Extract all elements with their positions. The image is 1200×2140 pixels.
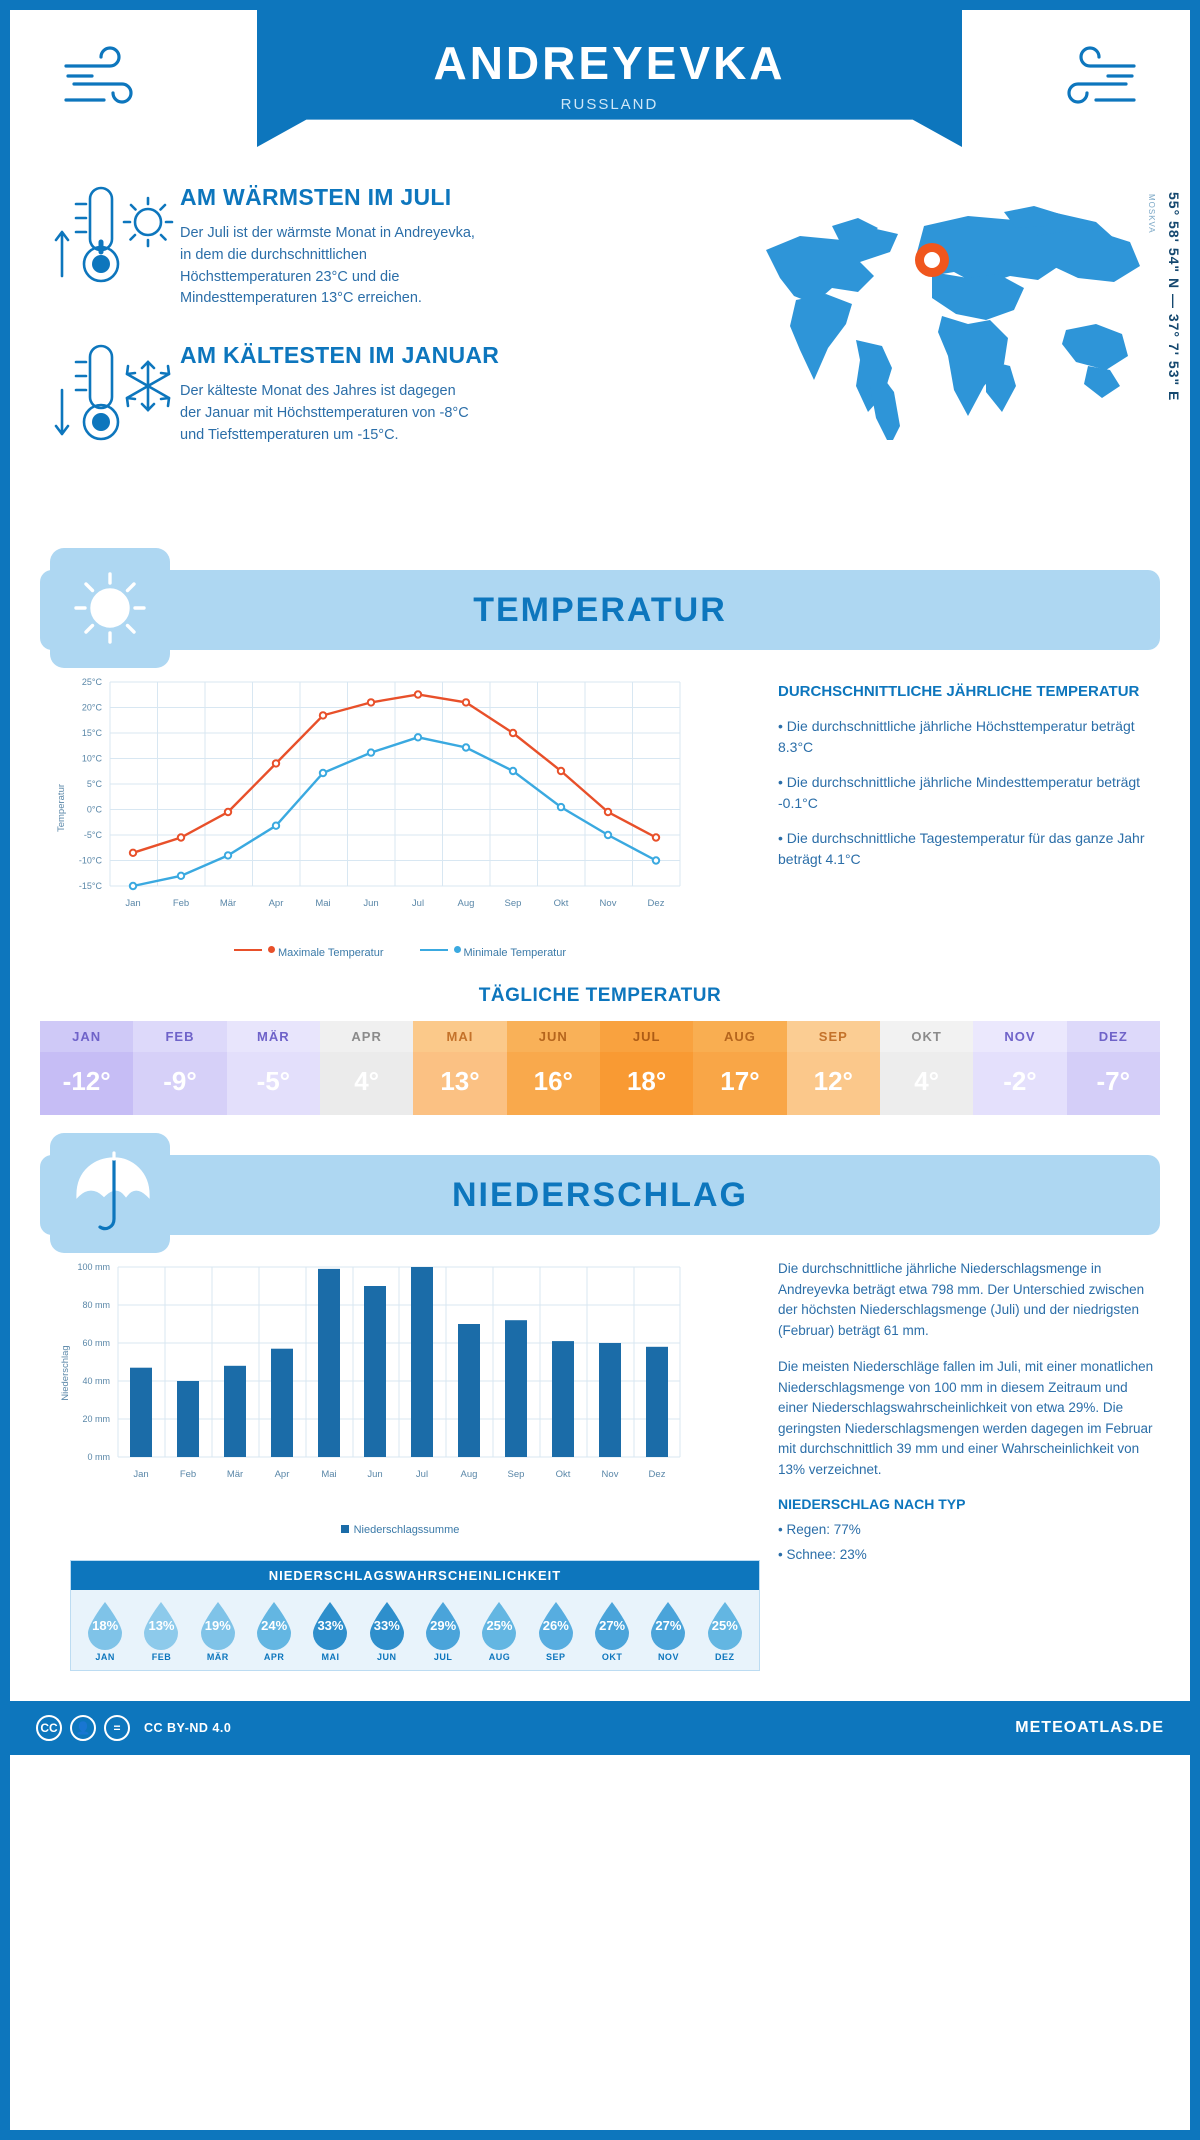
probability-cell — [190, 1600, 246, 1662]
precipitation-type-title: NIEDERSCHLAG NACH TYP — [778, 1496, 966, 1513]
probability-cell — [302, 1600, 358, 1662]
water-drop-icon — [251, 1600, 297, 1650]
temperature-banner — [40, 570, 1160, 650]
probability-cell — [359, 1600, 415, 1662]
precipitation-paragraph: Die durchschnittliche jährliche Niederschlagsmenge in Andreyevka beträgt etwa 798 mm. Der Unterschied zwischen der höchsten Niederschlagsmenge (Juli) und der niedrigsten (Februar) beträgt 61 mm. — [778, 1261, 1145, 1338]
daily-value: -12° — [40, 1052, 133, 1115]
warmest-icons — [50, 180, 180, 300]
daily-temp-cell — [40, 1021, 133, 1115]
daily-value: 4° — [880, 1052, 973, 1115]
precipitation-type-snow: • Schnee: 23% — [778, 1546, 867, 1562]
svg-text:25°C: 25°C — [81, 677, 102, 687]
probability-cell — [471, 1600, 527, 1662]
water-drop-icon — [82, 1600, 128, 1650]
warmest-text: Der Juli ist der wärmste Monat in Andreyevka, in dem die durchschnittlichen Höchsttemperaturen 23°C und die Mindesttemperaturen 13°C erreichen. — [180, 225, 475, 307]
daily-value: -2° — [973, 1052, 1066, 1115]
temperature-bullet: • Die durchschnittliche jährliche Höchsttemperatur beträgt 8.3°C — [778, 718, 1135, 756]
precipitation-summary — [778, 1253, 1160, 1671]
daily-temp-cell — [1067, 1021, 1160, 1115]
temperature-summary — [778, 668, 1160, 959]
temperature-legend — [40, 947, 760, 959]
probability-month: FEB — [151, 1652, 172, 1662]
header — [10, 10, 1190, 170]
svg-text:Jun: Jun — [367, 1469, 383, 1480]
daily-month: JUN — [507, 1021, 600, 1052]
sun-icon — [50, 548, 170, 668]
svg-text:Niederschlag: Niederschlag — [60, 1345, 71, 1401]
water-drop-icon — [589, 1600, 635, 1650]
svg-text:Feb: Feb — [179, 1469, 197, 1480]
precipitation-banner — [40, 1155, 1160, 1235]
precipitation-legend — [40, 1524, 760, 1536]
svg-text:5°C: 5°C — [86, 779, 102, 789]
daily-temp-cell — [133, 1021, 226, 1115]
daily-month: OKT — [880, 1021, 973, 1052]
daily-temp-cell — [227, 1021, 320, 1115]
daily-temp-cell — [973, 1021, 1066, 1115]
probability-value: 33% — [373, 1618, 400, 1633]
legend-max — [234, 947, 384, 959]
daily-temp-cell — [507, 1021, 600, 1115]
svg-text:Aug: Aug — [460, 1469, 478, 1480]
water-drop-icon — [420, 1600, 466, 1650]
probability-cell — [77, 1600, 133, 1662]
cc-icon: CC — [36, 1715, 62, 1741]
coldest-text: Der kälteste Monat des Jahres ist dagegen der Januar mit Höchsttemperaturen von -8°C und Tiefsttemperaturen um -15°C. — [180, 383, 469, 443]
precipitation-type-rain: • Regen: 77% — [778, 1522, 861, 1538]
svg-text:0 mm: 0 mm — [87, 1452, 110, 1462]
svg-text:Mär: Mär — [226, 1469, 244, 1480]
page-title: ANDREYEVKA — [433, 37, 786, 89]
svg-text:80 mm: 80 mm — [82, 1300, 110, 1310]
svg-text:Okt: Okt — [553, 898, 569, 909]
daily-month: NOV — [973, 1021, 1066, 1052]
temperature-summary-title: DURCHSCHNITTLICHE JÄHRLICHE TEMPERATUR — [778, 683, 1140, 700]
svg-text:0°C: 0°C — [86, 804, 102, 815]
coldest-title: AM KÄLTESTEN IM JANUAR — [180, 342, 500, 368]
daily-value: -7° — [1067, 1052, 1160, 1115]
nd-icon: = — [104, 1715, 130, 1741]
probability-value: 24% — [261, 1618, 288, 1633]
svg-text:Nov: Nov — [601, 1469, 619, 1480]
svg-text:15°C: 15°C — [81, 728, 102, 738]
svg-text:Okt: Okt — [555, 1469, 571, 1480]
daily-temp-cell — [600, 1021, 693, 1115]
svg-text:Apr: Apr — [274, 1469, 290, 1480]
probability-month: SEP — [546, 1652, 566, 1662]
warmest-title: AM WÄRMSTEN IM JULI — [180, 184, 452, 210]
svg-text:Sep: Sep — [507, 1469, 525, 1480]
city-marker-label: MOSKVA — [1147, 194, 1156, 234]
intro-facts — [50, 180, 570, 486]
temperature-bullet: • Die durchschnittliche jährliche Mindesttemperatur beträgt -0.1°C — [778, 774, 1141, 812]
svg-text:Mai: Mai — [321, 1469, 337, 1480]
coordinates: 55° 58' 54" N — 37° 7' 53" E — [1166, 192, 1182, 402]
world-map — [736, 190, 1156, 450]
svg-text:Jan: Jan — [133, 1469, 149, 1480]
daily-value: -5° — [227, 1052, 320, 1115]
probability-cell — [415, 1600, 471, 1662]
precipitation-probability-table — [70, 1560, 760, 1671]
svg-text:Dez: Dez — [647, 898, 665, 909]
daily-month: FEB — [133, 1021, 226, 1052]
daily-temperature-table — [40, 1021, 1160, 1115]
daily-month: DEZ — [1067, 1021, 1160, 1052]
probability-value: 18% — [92, 1618, 119, 1633]
water-drop-icon — [476, 1600, 522, 1650]
intro-section — [10, 170, 1190, 570]
daily-month: AUG — [693, 1021, 786, 1052]
daily-month: APR — [320, 1021, 413, 1052]
probability-value: 29% — [430, 1618, 457, 1633]
probability-value: 27% — [599, 1618, 626, 1633]
svg-text:Apr: Apr — [268, 898, 284, 909]
svg-text:Jul: Jul — [411, 898, 425, 909]
water-drop-icon — [307, 1600, 353, 1650]
probability-month: APR — [263, 1652, 285, 1662]
water-drop-icon — [533, 1600, 579, 1650]
svg-text:Sep: Sep — [504, 898, 522, 909]
coldest-icons — [50, 338, 180, 458]
country-subtitle: RUSSLAND — [560, 96, 659, 113]
probability-value: 13% — [148, 1618, 175, 1633]
site-name: METEOATLAS.DE — [1015, 1719, 1164, 1736]
svg-text:Jun: Jun — [363, 898, 379, 909]
probability-month: JAN — [95, 1652, 115, 1662]
svg-text:40 mm: 40 mm — [82, 1376, 110, 1386]
svg-text:100 mm: 100 mm — [77, 1262, 110, 1272]
daily-value: 13° — [413, 1052, 506, 1115]
precipitation-bar-chart — [40, 1253, 760, 1671]
svg-text:-10°C: -10°C — [78, 855, 102, 866]
probability-month: MAI — [321, 1652, 340, 1662]
precipitation-banner-title: NIEDERSCHLAG — [451, 1175, 749, 1214]
svg-text:20 mm: 20 mm — [82, 1414, 110, 1424]
probability-title: NIEDERSCHLAGSWAHRSCHEINLICHKEIT — [71, 1561, 759, 1590]
svg-text:Dez: Dez — [648, 1469, 666, 1480]
svg-text:10°C: 10°C — [81, 753, 102, 764]
daily-temp-cell — [787, 1021, 880, 1115]
water-drop-icon — [138, 1600, 184, 1650]
probability-cell — [246, 1600, 302, 1662]
probability-value: 25% — [711, 1618, 738, 1633]
probability-value: 33% — [317, 1618, 344, 1633]
water-drop-icon — [364, 1600, 410, 1650]
water-drop-icon — [645, 1600, 691, 1650]
svg-text:Mär: Mär — [219, 898, 237, 909]
probability-month: MÄR — [206, 1652, 229, 1662]
precipitation-chart-section — [10, 1235, 1190, 1671]
legend-min — [420, 947, 567, 959]
warmest-fact — [50, 180, 570, 310]
svg-text:20°C: 20°C — [81, 702, 102, 713]
daily-value: -9° — [133, 1052, 226, 1115]
daily-value: 16° — [507, 1052, 600, 1115]
daily-temp-cell — [693, 1021, 786, 1115]
probability-value: 25% — [486, 1618, 513, 1633]
daily-month: MÄR — [227, 1021, 320, 1052]
probability-month: JUN — [377, 1652, 397, 1662]
coldest-fact — [50, 338, 570, 458]
daily-month: JAN — [40, 1021, 133, 1052]
daily-temp-cell — [413, 1021, 506, 1115]
probability-value: 27% — [655, 1618, 682, 1633]
temperature-line-chart — [40, 668, 760, 959]
probability-month: DEZ — [715, 1652, 735, 1662]
svg-text:Nov: Nov — [599, 898, 617, 909]
svg-text:Jul: Jul — [415, 1469, 429, 1480]
legend-max-label: Maximale Temperatur — [277, 947, 384, 959]
svg-text:-5°C: -5°C — [83, 830, 102, 840]
svg-text:Feb: Feb — [172, 898, 190, 909]
probability-month: OKT — [601, 1652, 623, 1662]
svg-text:-15°C: -15°C — [78, 881, 102, 891]
svg-text:Jan: Jan — [125, 898, 141, 909]
daily-value: 4° — [320, 1052, 413, 1115]
daily-temp-cell — [880, 1021, 973, 1115]
probability-cell — [133, 1600, 189, 1662]
probability-month: JUL — [433, 1652, 453, 1662]
temperature-chart-section — [10, 650, 1190, 959]
wind-icon — [1042, 40, 1152, 125]
water-drop-icon — [195, 1600, 241, 1650]
temperature-bullet: • Die durchschnittliche Tagestemperatur für das ganze Jahr beträgt 4.1°C — [778, 830, 1145, 868]
umbrella-icon — [50, 1133, 170, 1253]
legend-min-label: Minimale Temperatur — [463, 947, 567, 959]
svg-text:Aug: Aug — [457, 898, 475, 909]
daily-temperature-title: TÄGLICHE TEMPERATUR — [478, 985, 722, 1006]
probability-value: 26% — [542, 1618, 569, 1633]
precipitation-legend-label: Niederschlagssumme — [353, 1524, 460, 1536]
daily-value: 17° — [693, 1052, 786, 1115]
daily-month: MAI — [413, 1021, 506, 1052]
daily-value: 12° — [787, 1052, 880, 1115]
daily-month: JUL — [600, 1021, 693, 1052]
precipitation-paragraph: Die meisten Niederschläge fallen im Juli, mit einer monatlichen Niederschlagsmenge von 100 mm in diesem Zeitraum und einer Niederschlagswahrscheinlichkeit von etwa 29%. Die geringsten Niederschlagsmengen werden dagegen im Februar mit durchschnittlich 39 mm und einer Wahrscheinlichkeit von 13% verzeichnet. — [778, 1359, 1154, 1477]
probability-cell — [697, 1600, 753, 1662]
daily-temp-cell — [320, 1021, 413, 1115]
svg-text:Mai: Mai — [315, 898, 331, 909]
probability-cell — [640, 1600, 696, 1662]
footer — [10, 1701, 1190, 1755]
license-label: CC BY-ND 4.0 — [144, 1721, 232, 1735]
probability-cell — [528, 1600, 584, 1662]
by-icon: 👤 — [70, 1715, 96, 1741]
wind-icon — [48, 40, 158, 125]
daily-value: 18° — [600, 1052, 693, 1115]
probability-month: NOV — [657, 1652, 679, 1662]
probability-cell — [584, 1600, 640, 1662]
water-drop-icon — [702, 1600, 748, 1650]
daily-month: SEP — [787, 1021, 880, 1052]
probability-value: 19% — [204, 1618, 231, 1633]
svg-text:60 mm: 60 mm — [82, 1338, 110, 1348]
probability-month: AUG — [488, 1652, 511, 1662]
license-block — [36, 1715, 231, 1741]
legend-swatch — [341, 1525, 349, 1533]
temperature-banner-title: TEMPERATUR — [473, 590, 727, 629]
svg-text:Temperatur: Temperatur — [56, 783, 67, 833]
